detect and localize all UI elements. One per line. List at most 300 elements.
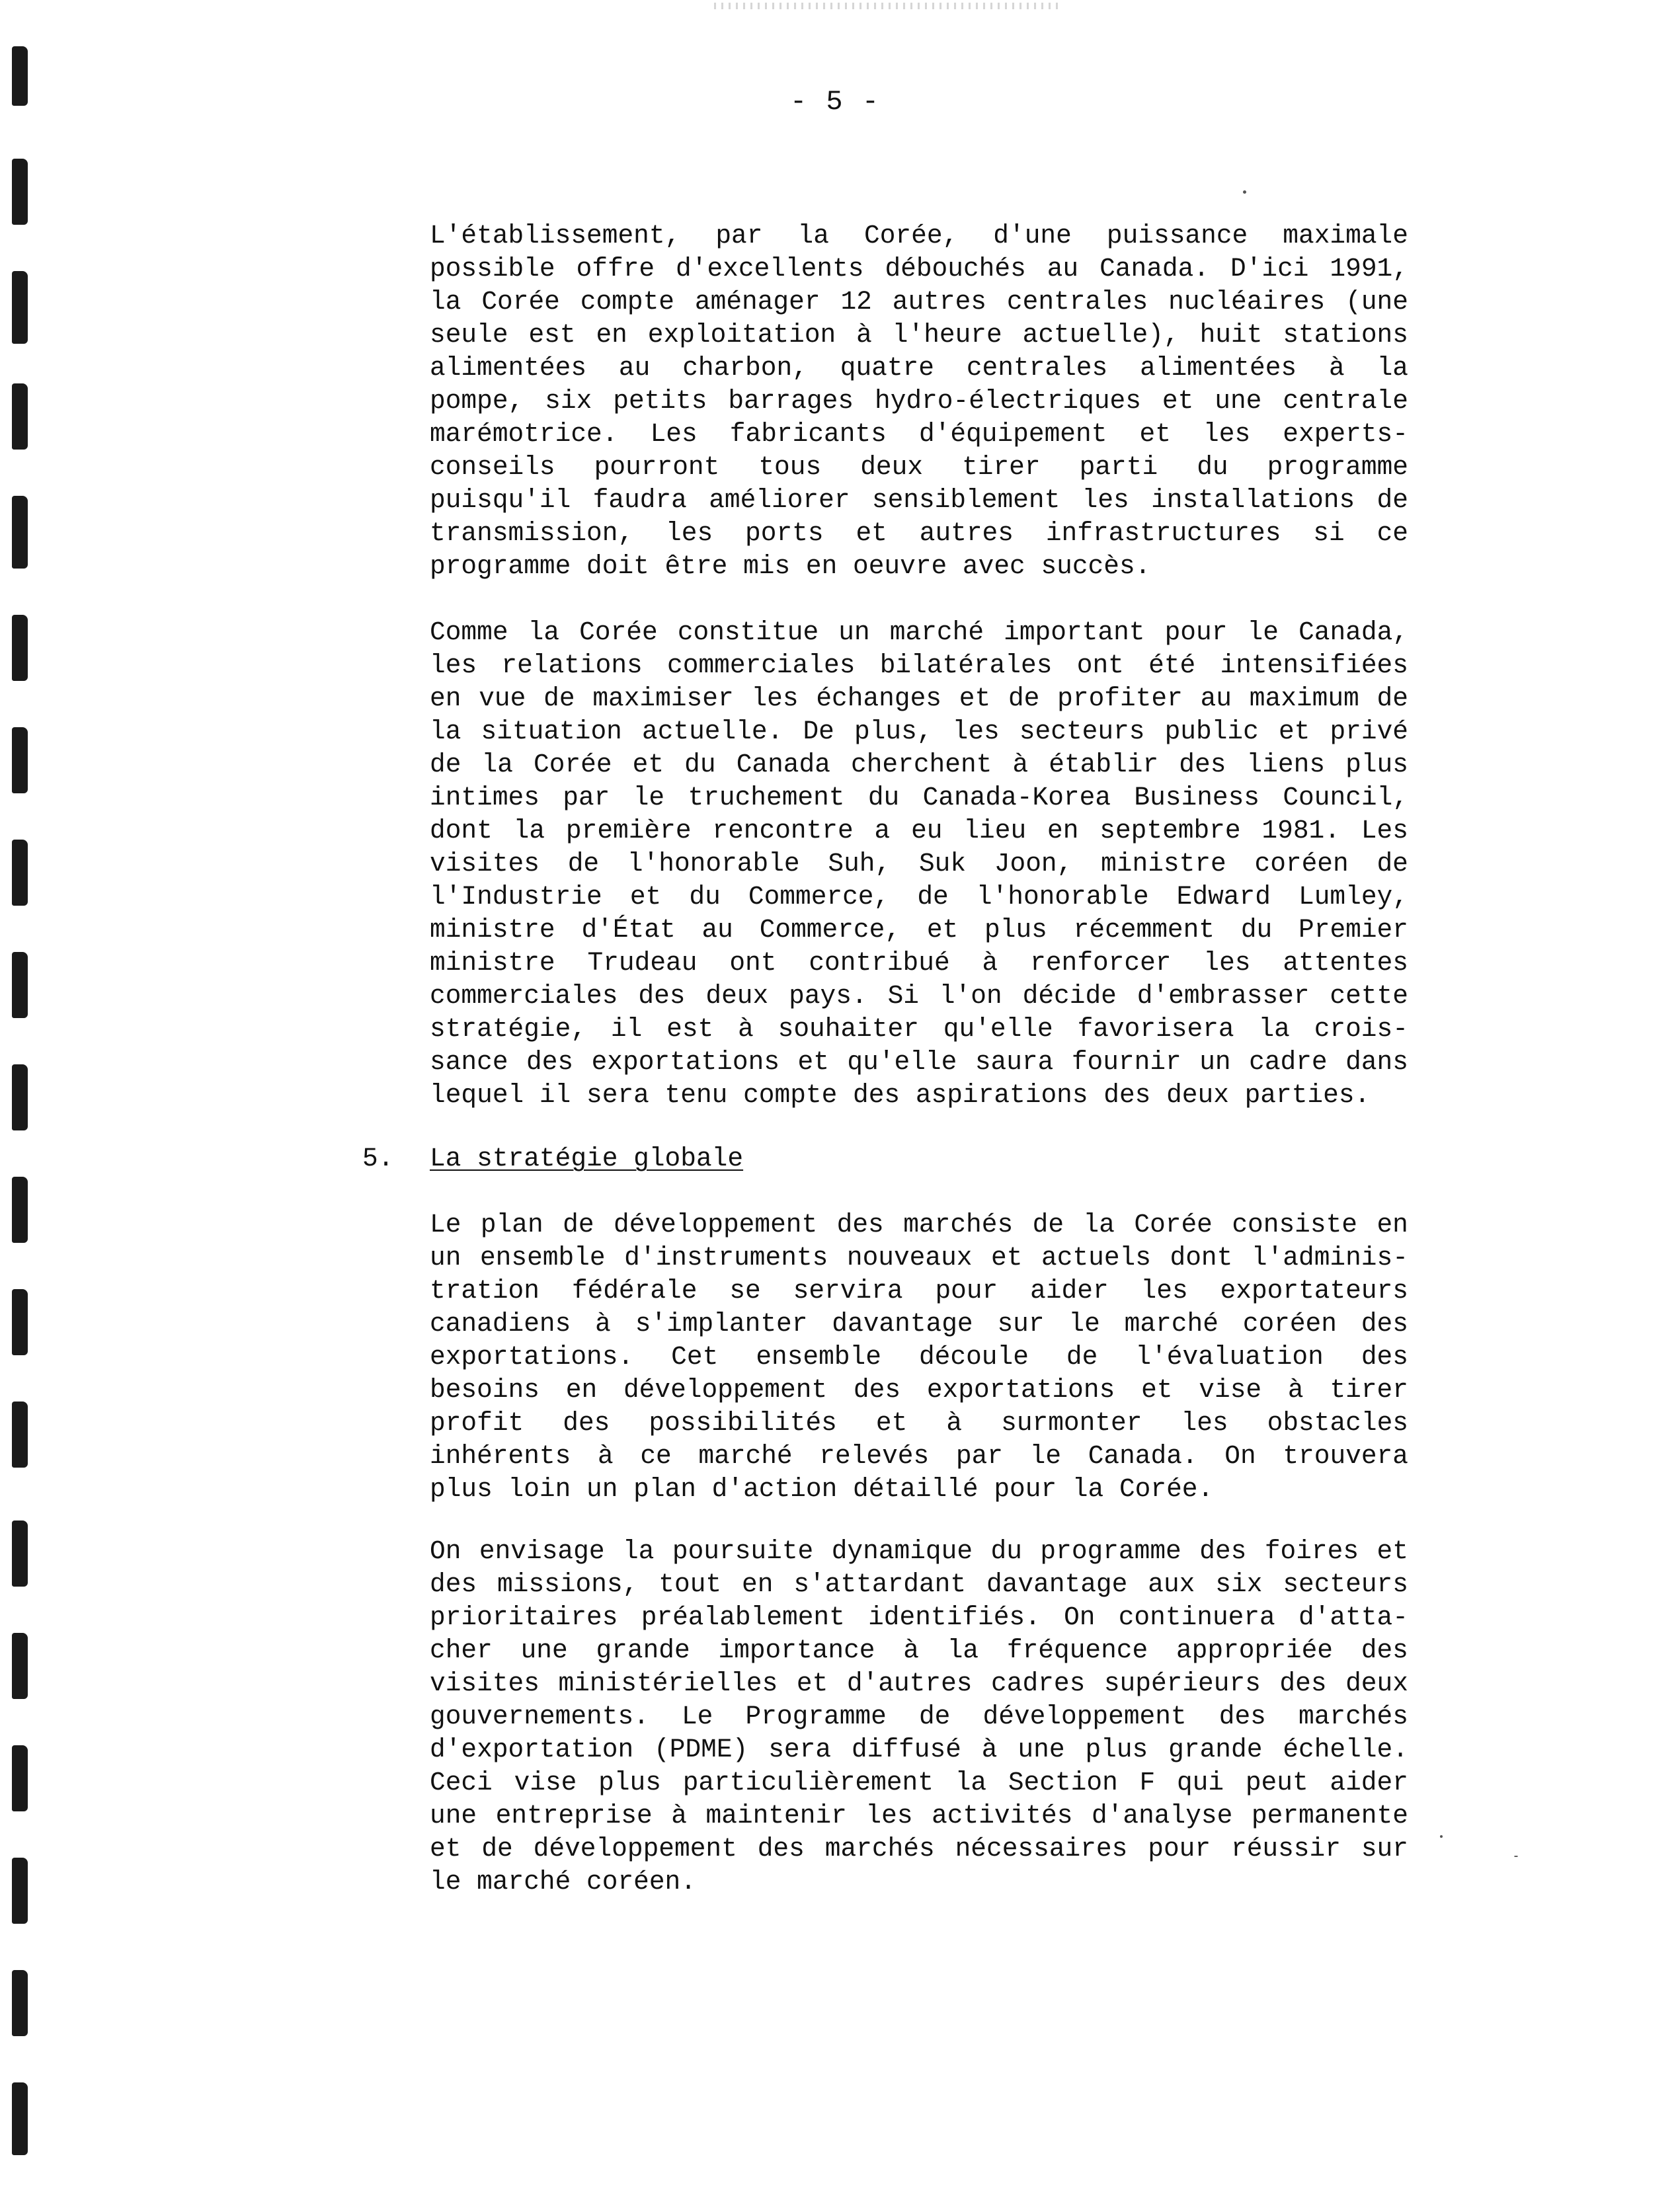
word: Canada — [736, 750, 830, 779]
word: exportations. — [430, 1342, 634, 1372]
word: dont — [430, 816, 493, 846]
word: plus — [1345, 750, 1408, 779]
word: 1981. — [1261, 816, 1340, 846]
word: est — [666, 1014, 714, 1044]
word: six — [545, 386, 592, 416]
word: de — [917, 882, 949, 912]
word: marchés — [824, 1834, 935, 1864]
word: réussir — [1230, 1834, 1341, 1864]
word: au — [1200, 684, 1232, 713]
word: nouveaux — [846, 1243, 973, 1273]
word: l'heure — [892, 320, 1002, 350]
binding-hole-mark — [12, 159, 28, 225]
word: et — [959, 684, 991, 713]
text-line — [430, 1535, 1408, 1568]
word: pour — [1148, 1834, 1211, 1864]
word: marché — [1124, 1309, 1219, 1339]
word: dont — [1170, 1243, 1233, 1273]
word: 12 — [840, 287, 872, 317]
word: aider — [1030, 1276, 1109, 1306]
word: les — [666, 518, 713, 548]
word: découle — [918, 1342, 1029, 1372]
word: renforcer — [1030, 948, 1172, 978]
binding-hole-mark — [12, 952, 28, 1018]
binding-hole-mark — [12, 1289, 28, 1355]
word: coréen — [1242, 1309, 1337, 1339]
word: développement — [623, 1375, 828, 1405]
word: sera — [768, 1735, 832, 1764]
word: consiste — [1232, 1210, 1357, 1240]
word: du — [689, 882, 721, 912]
word: centrales — [966, 353, 1108, 383]
word: vue — [479, 684, 526, 713]
word: vise — [514, 1768, 577, 1797]
binding-hole-mark — [12, 1745, 28, 1811]
word: la — [955, 1768, 987, 1797]
word: en — [430, 684, 461, 713]
word: intimes — [430, 783, 539, 812]
word: il — [610, 1014, 643, 1044]
word: tirer — [962, 452, 1041, 482]
word: Corée — [481, 287, 560, 317]
word: maximiser — [592, 684, 734, 713]
text-line — [430, 1700, 1408, 1733]
word: Suk — [918, 849, 967, 879]
word: du — [1197, 452, 1228, 482]
paragraph — [430, 616, 1408, 1112]
word: seule — [430, 320, 508, 350]
word: petits — [613, 386, 707, 416]
word: puissance — [1106, 221, 1248, 251]
text-line — [430, 253, 1408, 286]
word: offre — [576, 254, 655, 284]
text-line — [430, 484, 1408, 517]
text-line — [430, 1046, 1408, 1079]
word: quatre — [840, 353, 934, 383]
word: trouvera — [1283, 1441, 1408, 1471]
word: attentes — [1283, 948, 1408, 978]
word: bilatérales — [879, 651, 1053, 680]
word: décide — [1022, 981, 1117, 1011]
word: actuelle. — [641, 717, 783, 746]
word: Corée — [1134, 1210, 1213, 1240]
text-line — [430, 848, 1408, 881]
word: nécessaires — [955, 1834, 1128, 1864]
word: le — [1029, 1441, 1062, 1471]
word: aménager — [694, 287, 820, 317]
word: qu'elle — [943, 1014, 1053, 1044]
word: plan — [480, 1210, 543, 1240]
scan-noise — [714, 3, 1058, 9]
word: la — [430, 287, 461, 317]
text-line — [430, 451, 1408, 484]
word: De — [803, 717, 834, 746]
word: infrastructures — [1045, 518, 1281, 548]
binding-hole-mark — [12, 1970, 28, 2036]
text-line — [430, 1208, 1408, 1242]
word: et — [991, 1243, 1023, 1273]
word: par — [955, 1441, 1003, 1471]
word: à — [1012, 750, 1029, 779]
word: barrages — [728, 386, 854, 416]
word: coréen — [1254, 849, 1349, 879]
word: Business — [1134, 783, 1260, 812]
text-line — [430, 1275, 1408, 1308]
word: Lumley, — [1298, 882, 1408, 912]
word: puisqu'il — [430, 485, 571, 515]
word: de — [481, 1834, 513, 1864]
text-line — [430, 1440, 1408, 1473]
word: surmonter — [1001, 1408, 1142, 1438]
word: profiter — [1057, 684, 1183, 713]
word: Premier — [1298, 915, 1408, 945]
word: et — [796, 1669, 828, 1698]
word: Le — [430, 1210, 461, 1240]
text-line — [430, 616, 1408, 649]
word: (PDME) — [654, 1735, 748, 1764]
word: des — [1219, 1702, 1266, 1731]
word: particulièrement — [682, 1768, 934, 1797]
word: autres — [892, 287, 987, 317]
word: deux — [705, 981, 769, 1011]
word: stratégie, — [430, 1014, 587, 1044]
word: et — [1278, 717, 1310, 746]
word: les — [1203, 419, 1251, 449]
text-line — [430, 1833, 1408, 1866]
word: d'analyse — [1091, 1801, 1233, 1831]
word: fabricants — [729, 419, 887, 449]
word: souhaiter — [778, 1014, 919, 1044]
word: appropriée — [1176, 1636, 1334, 1665]
word: et — [1162, 386, 1194, 416]
word: dynamique — [831, 1536, 973, 1566]
word: du — [684, 750, 716, 779]
word: qu'elle — [847, 1047, 957, 1077]
word: envisage — [479, 1536, 605, 1566]
word: Canada-Korea — [922, 783, 1111, 812]
text-line — [430, 1407, 1408, 1440]
word: eu — [911, 816, 943, 846]
word: favorisera — [1077, 1014, 1234, 1044]
word: permanente — [1251, 1801, 1408, 1831]
word: l'on — [939, 981, 1002, 1011]
word: et — [1139, 419, 1171, 449]
paragraph — [430, 1535, 1408, 1899]
word: et — [1141, 1375, 1173, 1405]
word: installations — [1151, 485, 1355, 515]
word: à — [597, 1441, 614, 1471]
word: débouchés — [885, 254, 1026, 284]
text-line — [430, 219, 1408, 253]
word: cadre — [1249, 1047, 1328, 1077]
word: commerciales — [430, 981, 618, 1011]
text-line — [430, 1766, 1408, 1799]
word: d'excellents — [676, 254, 864, 284]
word: des — [853, 1375, 901, 1405]
word: de — [1377, 684, 1408, 713]
word: situation — [481, 717, 622, 746]
text-line — [430, 980, 1408, 1013]
word: septembre — [1099, 816, 1241, 846]
word: activités — [932, 1801, 1073, 1831]
word: s'attardant — [793, 1569, 967, 1599]
word: des — [1361, 1342, 1408, 1372]
word: une — [1018, 1735, 1065, 1764]
word: des — [1361, 1309, 1408, 1339]
word: des — [1179, 750, 1226, 779]
word: ministre — [430, 915, 555, 945]
binding-hole-mark — [12, 615, 28, 681]
word: Comme — [430, 617, 508, 647]
text-line — [430, 748, 1408, 781]
binding-hole-mark — [12, 727, 28, 793]
word: est — [528, 320, 576, 350]
word: la — [513, 816, 545, 846]
word: et — [629, 882, 662, 912]
binding-hole-mark — [12, 840, 28, 906]
word: conseils — [430, 452, 555, 482]
word: les — [751, 684, 799, 713]
word: sur — [997, 1309, 1045, 1339]
word: obstacles — [1267, 1408, 1408, 1438]
word: tirer — [1330, 1375, 1408, 1405]
word: marché — [889, 617, 984, 647]
word: relations — [501, 651, 643, 680]
word: tous — [758, 452, 822, 482]
word: profit — [430, 1408, 524, 1438]
binding-hole-mark — [12, 1402, 28, 1468]
word: identifiés. — [868, 1602, 1041, 1632]
word: ont — [1076, 651, 1124, 680]
word: des — [836, 1210, 884, 1240]
binding-hole-mark — [12, 271, 28, 344]
text-line — [430, 1308, 1408, 1341]
text-line — [430, 1634, 1408, 1667]
binding-hole-mark — [12, 1633, 28, 1699]
word: deux — [1345, 1669, 1408, 1698]
word: en — [1047, 816, 1079, 846]
word: visites — [430, 1669, 539, 1698]
word: et — [632, 750, 664, 779]
word: d'une — [993, 221, 1072, 251]
word: gouvernements. — [430, 1702, 649, 1731]
word: qui — [1176, 1768, 1224, 1797]
word: d'embrasser — [1137, 981, 1310, 1011]
word: par — [715, 221, 763, 251]
text-line — [430, 1733, 1408, 1766]
text-line — [430, 947, 1408, 980]
word: sance — [430, 1047, 508, 1077]
word: crois- — [1314, 1014, 1408, 1044]
word: ont — [729, 948, 777, 978]
word: On — [1224, 1441, 1256, 1471]
word: des — [1361, 1636, 1408, 1665]
word: truchement — [688, 783, 845, 812]
word: vise — [1199, 1375, 1262, 1405]
word: des — [1279, 1669, 1327, 1698]
word: à — [903, 1636, 919, 1665]
word: par — [563, 783, 610, 812]
word: du — [990, 1536, 1022, 1566]
word: l'adminis- — [1251, 1243, 1408, 1273]
word: inhérents — [430, 1441, 571, 1471]
text-line — [430, 1242, 1408, 1275]
word: fournir — [1071, 1047, 1181, 1077]
word: les — [1140, 1276, 1188, 1306]
word: un — [1199, 1047, 1231, 1077]
word: besoins — [430, 1375, 539, 1405]
word: plus — [598, 1768, 661, 1797]
text-line — [430, 914, 1408, 947]
word: centrale — [1283, 386, 1408, 416]
word: et — [797, 1047, 829, 1077]
word: les — [430, 651, 477, 680]
word: deux — [860, 452, 924, 482]
word: l'honorable — [976, 882, 1149, 912]
word: du — [867, 783, 900, 812]
word: actuelle), — [1022, 320, 1179, 350]
word: la — [797, 221, 829, 251]
word: alimentées — [430, 353, 587, 383]
word: des — [638, 981, 686, 1011]
word: aider — [1330, 1768, 1408, 1797]
binding-hole-mark — [12, 496, 28, 569]
word: commerciales — [667, 651, 856, 680]
word: se — [729, 1276, 761, 1306]
word: constitue — [677, 617, 819, 647]
text-line: le marché coréen. — [430, 1867, 696, 1897]
word: la — [947, 1636, 979, 1665]
text-line — [430, 1799, 1408, 1833]
word: exportations — [591, 1047, 780, 1077]
word: 1991, — [1330, 254, 1408, 284]
word: échanges — [816, 684, 941, 713]
word: développement — [982, 1702, 1187, 1731]
word: L'établissement, — [430, 221, 681, 251]
word: développement — [614, 1210, 818, 1240]
scan-speck — [1514, 1856, 1518, 1857]
word: entreprise — [495, 1801, 653, 1831]
word: foires — [1264, 1536, 1359, 1566]
page-number: - 5 - — [790, 86, 881, 118]
word: Programme — [745, 1702, 887, 1731]
word: marché — [698, 1441, 793, 1471]
word: de — [918, 1702, 951, 1731]
word: de — [563, 1210, 594, 1240]
word: Cet — [671, 1342, 719, 1372]
word: Suh, — [828, 849, 891, 879]
word: l'honorable — [627, 849, 800, 879]
word: une — [520, 1636, 568, 1665]
text-line — [430, 286, 1408, 319]
word: pour — [1164, 617, 1228, 647]
word: à — [1328, 353, 1345, 383]
word: prioritaires — [430, 1602, 618, 1632]
word: servira — [793, 1276, 903, 1306]
word: ce — [640, 1441, 672, 1471]
word: important — [1004, 617, 1145, 647]
word: établir — [1049, 750, 1159, 779]
word: de — [567, 849, 600, 879]
text-line: plus loin un plan d'action détaillé pour la Corée. — [430, 1474, 1214, 1504]
word: au — [701, 915, 733, 945]
word: sur — [1361, 1834, 1408, 1864]
word: parti — [1079, 452, 1158, 482]
word: de — [1032, 1210, 1064, 1240]
word: (une — [1345, 287, 1408, 317]
word: et — [856, 518, 887, 548]
word: en — [1377, 1210, 1408, 1240]
word: Joon, — [994, 849, 1073, 879]
word: exploitation — [647, 320, 836, 350]
word: la — [481, 750, 513, 779]
word: à — [981, 1735, 998, 1764]
word: ce — [1377, 518, 1408, 548]
word: des — [757, 1834, 805, 1864]
binding-hole-mark — [12, 1064, 28, 1130]
word: stations — [1283, 320, 1408, 350]
word: privé — [1330, 717, 1408, 746]
word: intensifiées — [1220, 651, 1408, 680]
word: Commerce, — [748, 882, 890, 912]
text-line — [430, 881, 1408, 914]
word: pour — [935, 1276, 998, 1306]
word: visites — [430, 849, 539, 879]
word: les — [952, 717, 1000, 746]
word: possible — [430, 254, 555, 284]
word: d'autres — [846, 1669, 973, 1698]
text-line — [430, 352, 1408, 385]
word: cher — [430, 1636, 493, 1665]
word: huit — [1199, 320, 1263, 350]
section-heading: La stratégie globale — [430, 1144, 744, 1173]
word: faudra — [592, 485, 687, 515]
word: d'État — [581, 915, 676, 945]
word: Les — [650, 419, 698, 449]
word: canadiens — [430, 1309, 571, 1339]
text-line — [430, 1601, 1408, 1634]
word: des — [430, 1569, 477, 1599]
word: plus — [984, 915, 1047, 945]
scan-speck — [1243, 190, 1246, 194]
word: le — [633, 783, 665, 812]
word: à — [1287, 1375, 1304, 1405]
word: sensiblement — [871, 485, 1060, 515]
word: actuels — [1041, 1243, 1151, 1273]
word: à — [738, 1014, 754, 1044]
word: échelle. — [1283, 1735, 1408, 1764]
word: des — [563, 1408, 610, 1438]
word: On — [1064, 1602, 1096, 1632]
word: fédérale — [571, 1276, 698, 1306]
word: et — [875, 1408, 908, 1438]
word: On — [430, 1536, 461, 1566]
text-line — [430, 682, 1408, 715]
text-line — [430, 1568, 1408, 1601]
word: les — [1203, 948, 1251, 978]
word: hydro-électriques — [874, 386, 1141, 416]
word: exportations — [926, 1375, 1115, 1405]
word: rencontre — [712, 816, 854, 846]
word: six — [1215, 1569, 1263, 1599]
word: aux — [1148, 1569, 1195, 1599]
word: de — [543, 684, 575, 713]
word: le — [1068, 1309, 1100, 1339]
word: de — [430, 750, 461, 779]
word: à — [946, 1408, 963, 1438]
scan-speck — [1440, 1835, 1443, 1838]
binding-hole-mark — [12, 1521, 28, 1587]
